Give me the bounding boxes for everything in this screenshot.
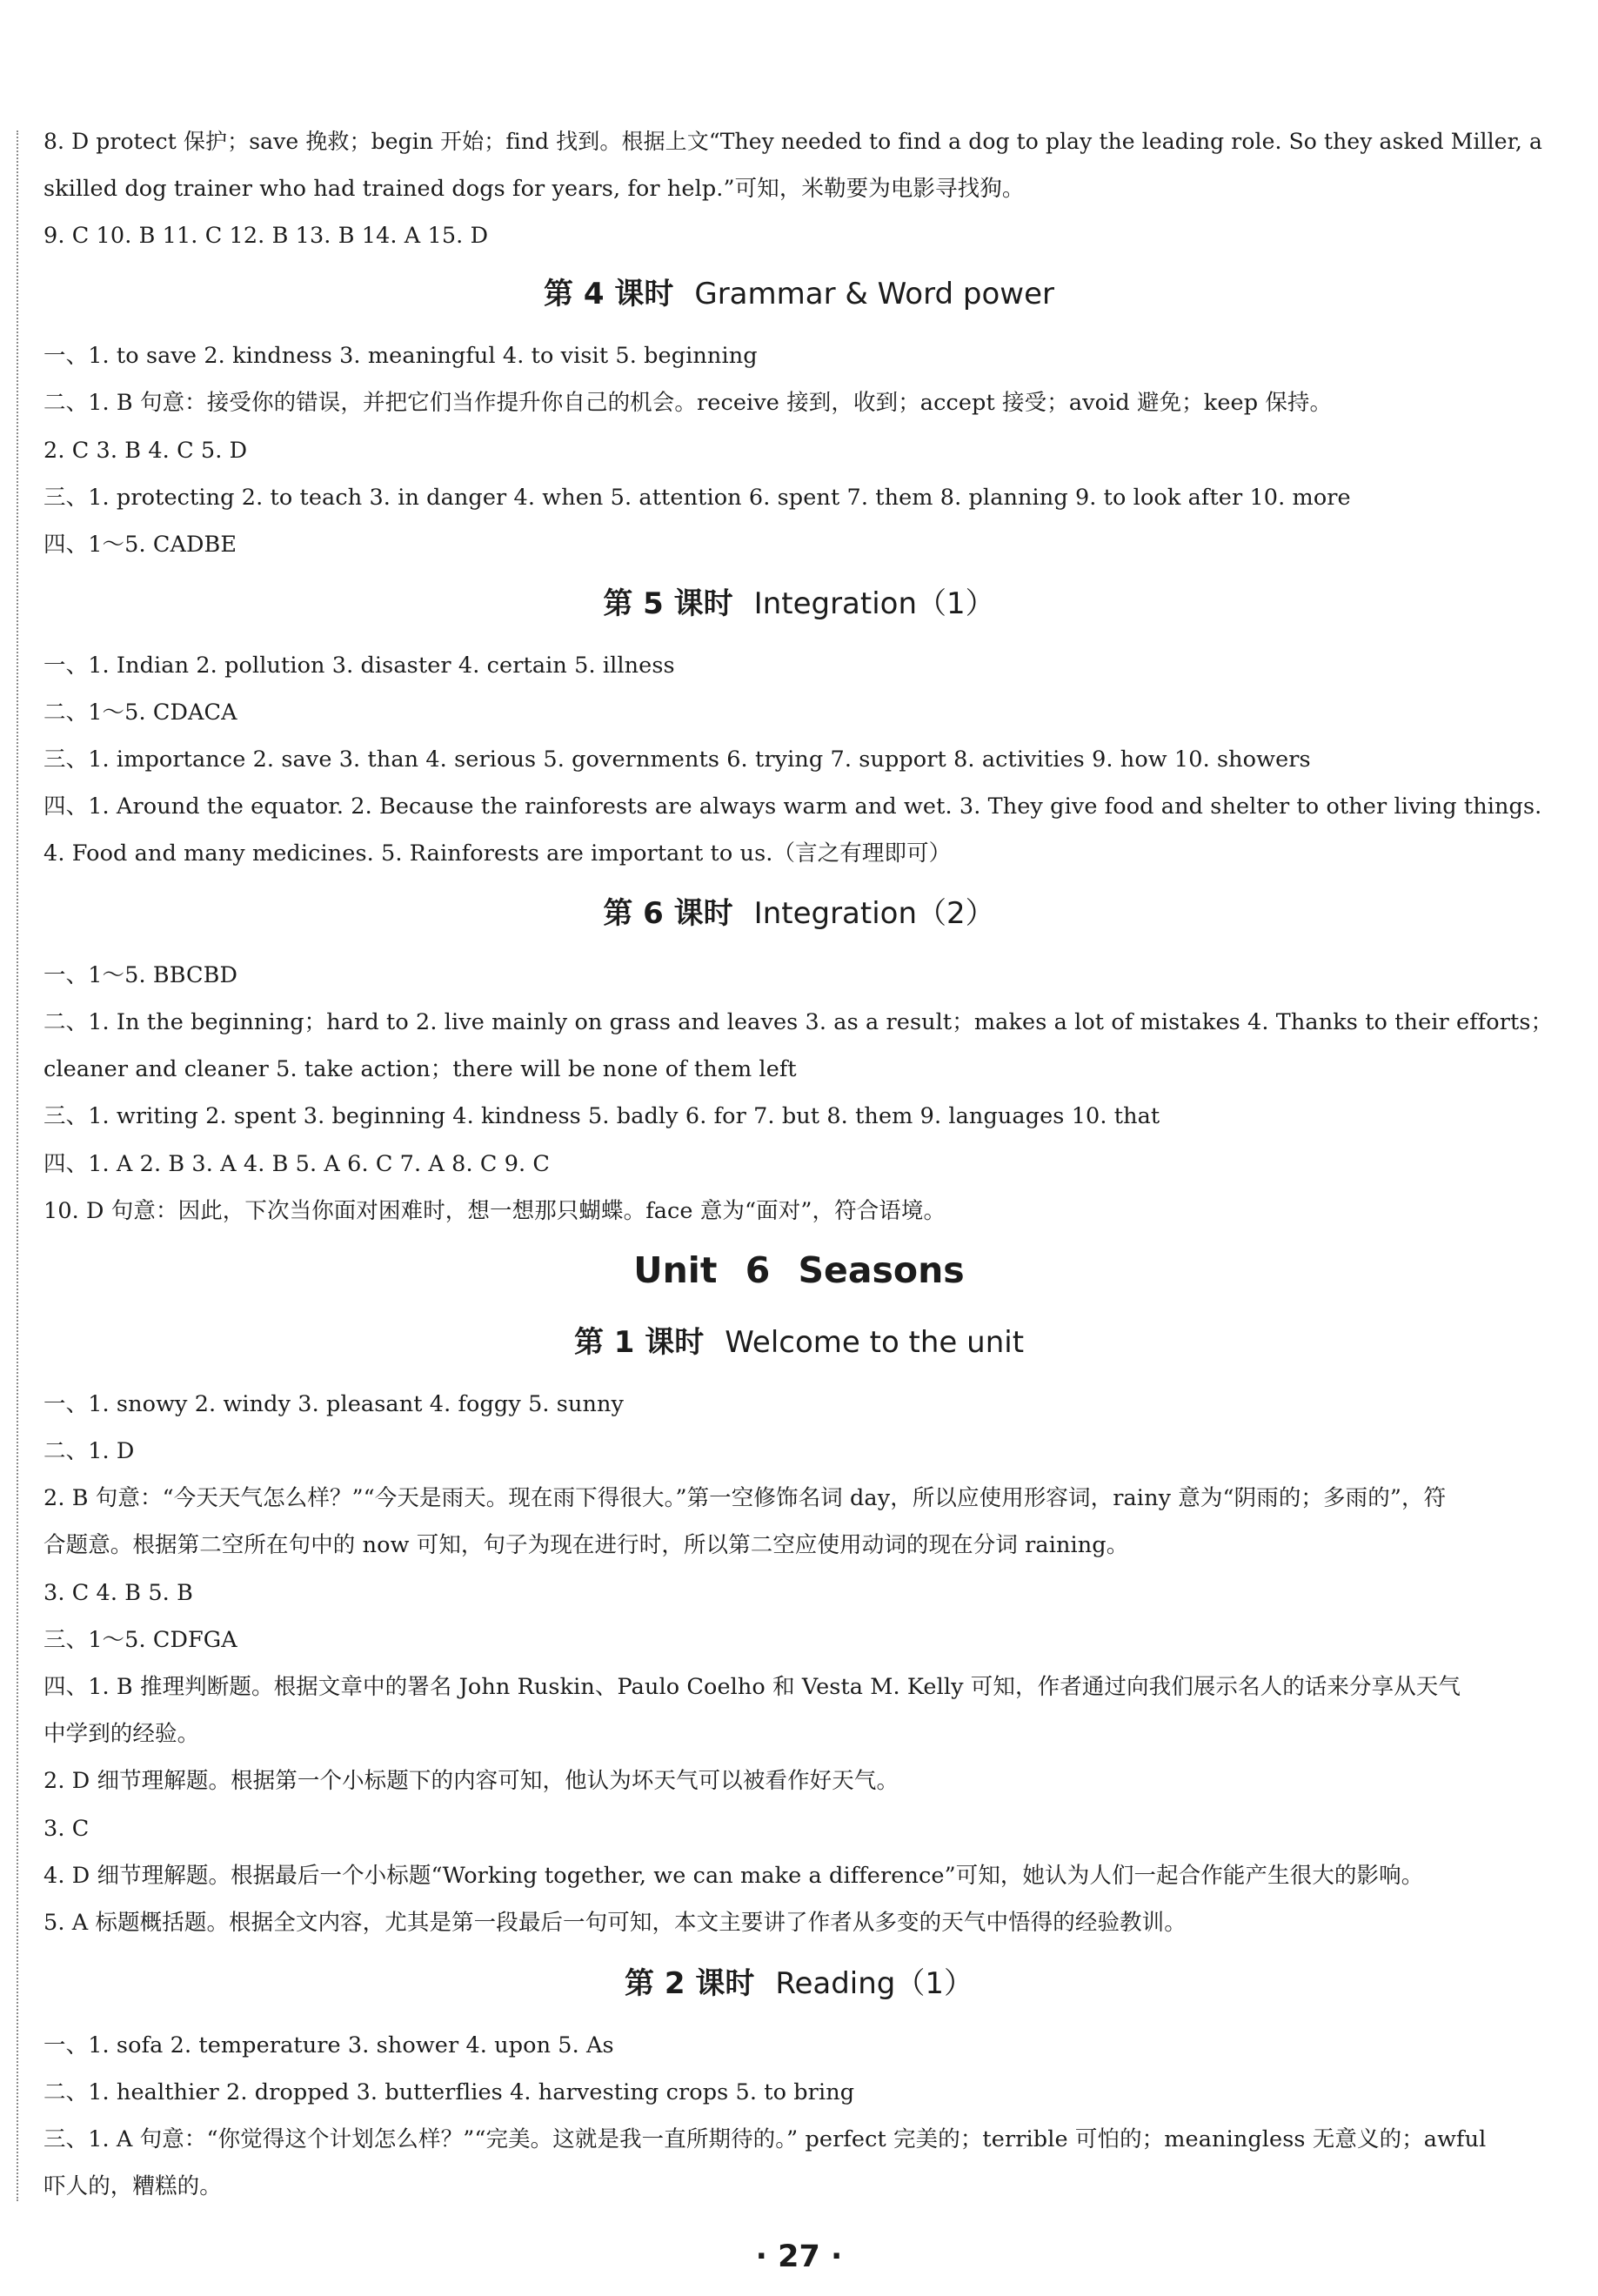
lesson-title: Integration（1） xyxy=(753,586,995,621)
answer-line: 中学到的经验。 xyxy=(43,1721,200,1747)
lesson-heading xyxy=(0,277,1598,311)
answer-line: 一、1～5. BBCBD xyxy=(43,962,238,988)
lesson-title: Grammar & Word power xyxy=(694,277,1054,311)
answer-line: 2. D 细节理解题。根据第一个小标题下的内容可知，他认为坏天气可以被看作好天气。 xyxy=(43,1768,899,1794)
answer-line: skilled dog trainer who had trained dogs for years, for help.”可知，米勒要为电影寻找狗。 xyxy=(43,176,1025,202)
lesson-number: 第 2 课时 xyxy=(625,1966,755,2001)
page-number: · 27 · xyxy=(755,2239,843,2274)
answer-line: 4. D 细节理解题。根据最后一个小标题“Working together, we can make a difference”可知，她认为人们一起合作能产生很大的影响。 xyxy=(43,1863,1424,1889)
answer-line: 四、1. Around the equator. 2. Because the rainforests are always warm and wet. 3. They give food and shelter to other living things. xyxy=(43,793,1542,820)
unit-title: Unit 6 Seasons xyxy=(633,1249,965,1291)
lesson-number: 第 6 课时 xyxy=(603,896,733,931)
answer-line: 10. D 句意：因此，下次当你面对困难时，想一想那只蝴蝶。face 意为“面对”，符合语境。 xyxy=(43,1198,946,1224)
answer-line: 三、1. importance 2. save 3. than 4. serious 5. governments 6. trying 7. support 8. activities 9. how 10. showers xyxy=(43,746,1311,773)
binding-dotted-rule xyxy=(17,131,18,2201)
answer-line: 三、1～5. CDFGA xyxy=(43,1627,237,1653)
answer-line: 一、1. sofa 2. temperature 3. shower 4. upon 5. As xyxy=(43,2032,614,2058)
answer-line: 二、1. healthier 2. dropped 3. butterflies 4. harvesting crops 5. to bring xyxy=(43,2079,855,2105)
lesson-number: 第 4 课时 xyxy=(544,277,674,311)
answer-line: 四、1～5. CADBE xyxy=(43,532,237,558)
lesson-number: 第 1 课时 xyxy=(573,1325,705,1360)
answer-line: 9. C 10. B 11. C 12. B 13. B 14. A 15. D xyxy=(43,223,489,249)
answer-line: 二、1. In the beginning；hard to 2. live mainly on grass and leaves 3. as a result；makes a lot of mistakes 4. Thanks to their efforts； xyxy=(43,1009,1554,1035)
lesson-heading xyxy=(0,1325,1598,1360)
answer-line: 一、1. snowy 2. windy 3. pleasant 4. foggy 5. sunny xyxy=(43,1391,625,1417)
answer-line: 三、1. writing 2. spent 3. beginning 4. kindness 5. badly 6. for 7. but 8. them 9. languages 10. that xyxy=(43,1103,1160,1129)
answer-line: 二、1～5. CDACA xyxy=(43,700,237,726)
lesson-title: Integration（2） xyxy=(753,896,995,931)
lesson-heading xyxy=(0,586,1598,621)
answer-line: 三、1. protecting 2. to teach 3. in danger 4. when 5. attention 6. spent 7. them 8. planning 9. to look after 10. more xyxy=(43,485,1351,511)
answer-line: 三、1. A 句意：“你觉得这个计划怎么样？”“完美。这就是我一直所期待的。” perfect 完美的；terrible 可怕的；meaningless 无意义的；awful xyxy=(43,2126,1487,2152)
answer-line: 8. D protect 保护；save 挽救；begin 开始；find 找到。根据上文“They needed to find a dog to play the leading role. So they asked Miller, a xyxy=(43,129,1543,154)
answer-line: 2. C 3. B 4. C 5. D xyxy=(43,438,248,464)
lesson-number: 第 5 课时 xyxy=(603,586,733,621)
answer-line: 3. C 4. B 5. B xyxy=(43,1580,193,1606)
answer-line: 2. B 句意：“今天天气怎么样？”“今天是雨天。现在雨下得很大。”第一空修饰名词 day，所以应使用形容词，rainy 意为“阴雨的；多雨的”，符 xyxy=(43,1485,1447,1511)
lesson-title: Reading（1） xyxy=(775,1966,973,2001)
answer-line: 5. A 标题概括题。根据全文内容，尤其是第一段最后一句可知，本文主要讲了作者从多变的天气中悟得的经验教训。 xyxy=(43,1910,1187,1936)
answer-line: 合题意。根据第二空所在句中的 now 可知，句子为现在进行时，所以第二空应使用动词的现在分词 raining。 xyxy=(43,1532,1129,1558)
answer-line: 二、1. B 句意：接受你的错误，并把它们当作提升你自己的机会。receive 接到，收到；accept 接受；avoid 避免；keep 保持。 xyxy=(43,390,1333,416)
answer-line: 吓人的，糟糕的。 xyxy=(43,2173,222,2199)
answer-line: 四、1. A 2. B 3. A 4. B 5. A 6. C 7. A 8. C 9. C xyxy=(43,1151,551,1177)
answer-line: 4. Food and many medicines. 5. Rainforests are important to us.（言之有理即可） xyxy=(43,840,952,867)
answer-line: 四、1. B 推理判断题。根据文章中的署名 John Ruskin、Paulo Coelho 和 Vesta M. Kelly 可知，作者通过向我们展示名人的话来分享从天气 xyxy=(43,1674,1461,1700)
answer-line: 3. C xyxy=(43,1816,90,1842)
answer-line: 一、1. to save 2. kindness 3. meaningful 4. to visit 5. beginning xyxy=(43,343,758,369)
answer-line: cleaner and cleaner 5. take action；there will be none of them left xyxy=(43,1056,797,1082)
lesson-heading xyxy=(0,1966,1598,2001)
answer-line: 一、1. Indian 2. pollution 3. disaster 4. certain 5. illness xyxy=(43,653,675,679)
lesson-title: Welcome to the unit xyxy=(725,1325,1025,1360)
answer-line: 二、1. D xyxy=(43,1438,135,1464)
lesson-heading xyxy=(0,896,1598,931)
